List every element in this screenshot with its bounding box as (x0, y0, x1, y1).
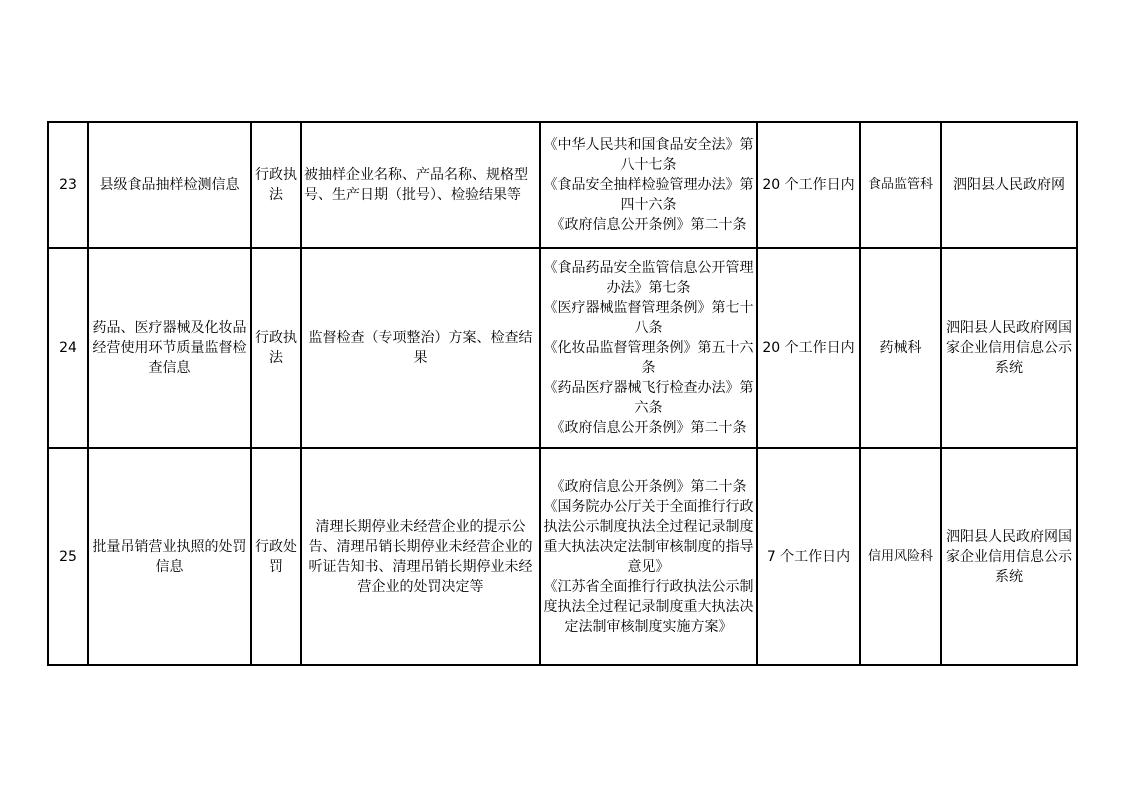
table-row (48, 122, 1077, 248)
legal-basis-citation: 《化妆品监督管理条例》第五十六条 (543, 340, 754, 376)
responsible-department: 药械科 (860, 248, 941, 448)
legal-basis-citation: 《中华人民共和国食品安全法》第八十七条 (543, 137, 754, 173)
legal-basis (540, 448, 757, 665)
item-content: 被抽样企业名称、产品名称、规格型号、生产日期（批号）、检验结果等 (301, 122, 540, 248)
legal-basis-citation: 《食品药品安全监管信息公开管理办法》第七条 (543, 260, 754, 296)
disclosure-deadline: 7 个工作日内 (757, 448, 860, 665)
legal-basis-citation: 《国务院办公厅关于全面推行行政执法公示制度执法全过程记录制度重大执法决定法制审核制度的指导意见》 (543, 498, 754, 575)
legal-basis (540, 248, 757, 448)
table-row (48, 248, 1077, 448)
legal-basis-citation: 《政府信息公开条例》第二十条 (550, 420, 747, 436)
disclosure-table (47, 121, 1078, 666)
legal-basis-citation: 《政府信息公开条例》第二十条 (550, 217, 747, 233)
legal-basis-citation: 《江苏省全面推行行政执法公示制度执法全过程记录制度重大执法决定法制审核制度实施方案》 (543, 578, 754, 635)
item-name: 批量吊销营业执照的处罚信息 (88, 448, 251, 665)
item-category: 行政执法 (251, 248, 301, 448)
disclosure-channel: 泗阳县人民政府网国家企业信用信息公示系统 (941, 248, 1077, 448)
disclosure-deadline: 20 个工作日内 (757, 248, 860, 448)
legal-basis-citation: 《药品医疗器械飞行检查办法》第六条 (543, 380, 754, 416)
disclosure-channel: 泗阳县人民政府网国家企业信用信息公示系统 (941, 448, 1077, 665)
table-row (48, 448, 1077, 665)
legal-basis-citation: 《医疗器械监督管理条例》第七十八条 (543, 300, 754, 336)
responsible-department: 食品监管科 (860, 122, 941, 248)
item-content: 清理长期停业未经营企业的提示公告、清理吊销长期停业未经营企业的听证告知书、清理吊销长期停业未经营企业的处罚决定等 (301, 448, 540, 665)
item-category: 行政执法 (251, 122, 301, 248)
row-number: 25 (48, 448, 88, 665)
legal-basis (540, 122, 757, 248)
disclosure-channel: 泗阳县人民政府网 (941, 122, 1077, 248)
item-name: 县级食品抽样检测信息 (88, 122, 251, 248)
row-number: 24 (48, 248, 88, 448)
legal-basis-citation: 《食品安全抽样检验管理办法》第四十六条 (543, 177, 754, 213)
legal-basis-citation: 《政府信息公开条例》第二十条 (550, 478, 747, 495)
item-name: 药品、医疗器械及化妆品经营使用环节质量监督检查信息 (88, 248, 251, 448)
disclosure-deadline: 20 个工作日内 (757, 122, 860, 248)
item-content: 监督检查（专项整治）方案、检查结果 (301, 248, 540, 448)
responsible-department: 信用风险科 (860, 448, 941, 665)
row-number: 23 (48, 122, 88, 248)
item-category: 行政处罚 (251, 448, 301, 665)
